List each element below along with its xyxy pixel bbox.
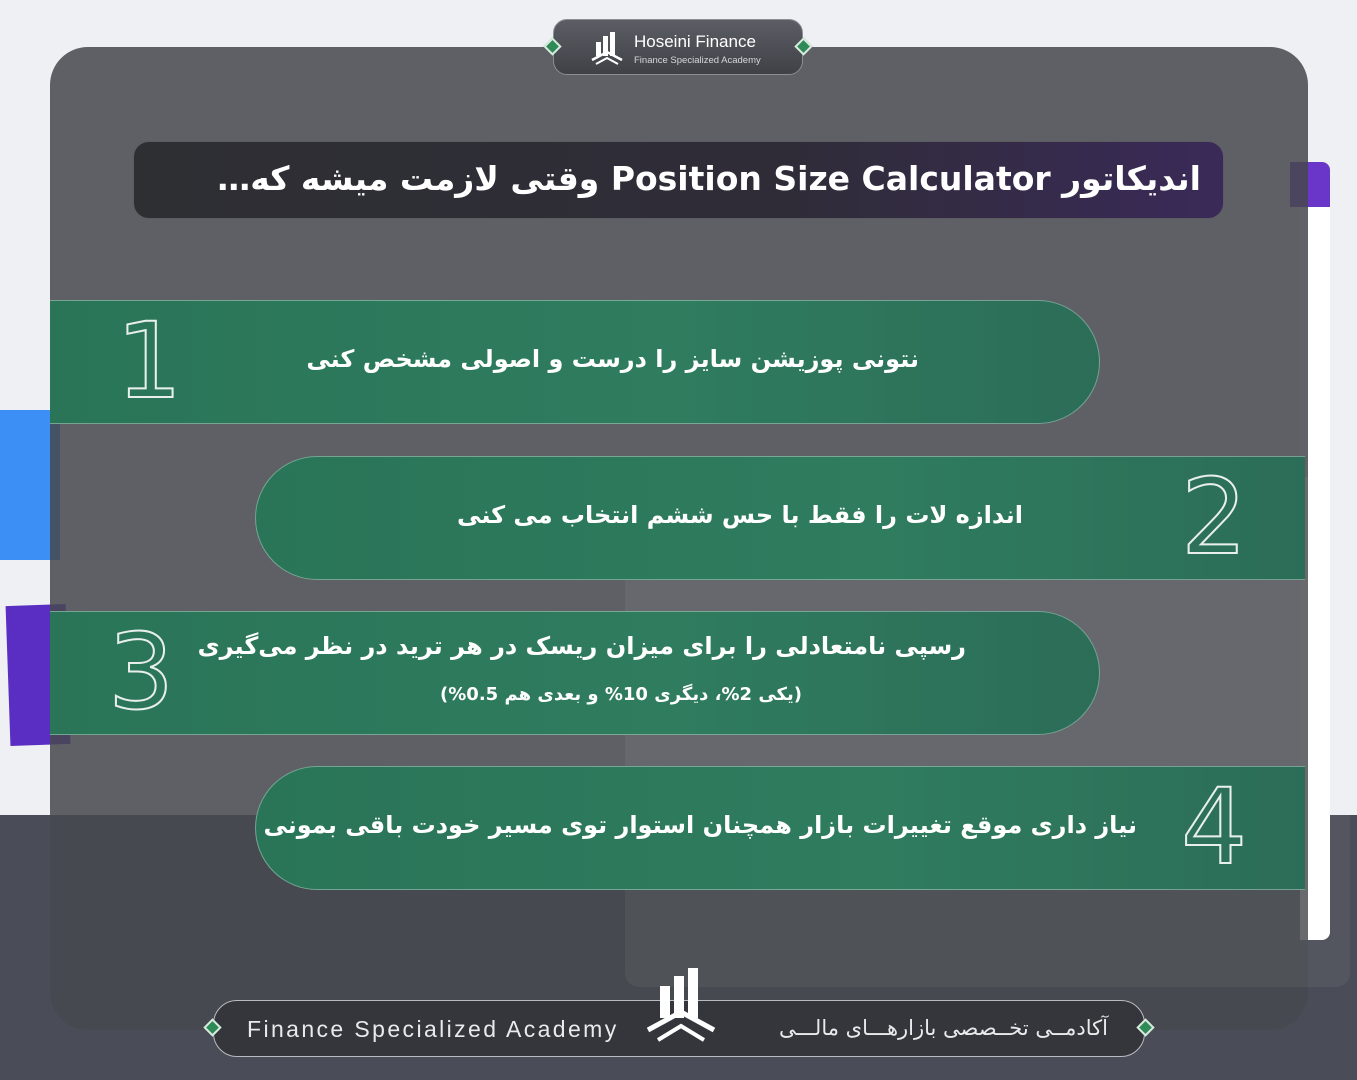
page-title: اندیکاتور Position Size Calculator وقتی لازمت میشه که…: [217, 159, 1201, 198]
brand-subtitle: Finance Specialized Academy: [634, 55, 761, 66]
brand-badge: [553, 19, 803, 75]
step-2-bar: [255, 456, 1305, 580]
step-1-bar: [50, 300, 1100, 424]
building-arch-logo-icon: [646, 968, 716, 1043]
step-3-bar: [50, 611, 1100, 735]
step-3-text: رسپی نامتعادلی را برای میزان ریسک در هر ترید در نظر می‌گیری: [197, 632, 966, 660]
step-4-bar: [255, 766, 1305, 890]
step-3-number: 3: [108, 611, 175, 733]
step-3-subtext: (یکی 2%، دیگری 10% و بعدی هم 0.5%): [440, 684, 802, 705]
step-1-number: 1: [116, 300, 183, 422]
title-pill: [133, 141, 1224, 219]
footer-pill: [213, 1000, 1145, 1057]
footer-persian-text: آکادمــی تخــصصی بازارهـــای مالـــی: [778, 1016, 1108, 1040]
step-4-text: نیاز داری موقع تغییرات بازار همچنان استوار توی مسیر خودت باقی بمونی: [263, 811, 1137, 839]
step-2-text: اندازه لات را فقط با حس ششم انتخاب می کنی: [457, 501, 1023, 529]
step-2-number: 2: [1181, 456, 1248, 578]
step-4-number: 4: [1181, 766, 1248, 888]
brand-title: Hoseini Finance: [634, 32, 756, 51]
building-arch-logo-icon: [590, 30, 624, 66]
step-1-text: نتونی پوزیشن سایز را درست و اصولی مشخص کنی: [306, 345, 919, 373]
footer-english-text: Finance Specialized Academy: [247, 1016, 619, 1042]
